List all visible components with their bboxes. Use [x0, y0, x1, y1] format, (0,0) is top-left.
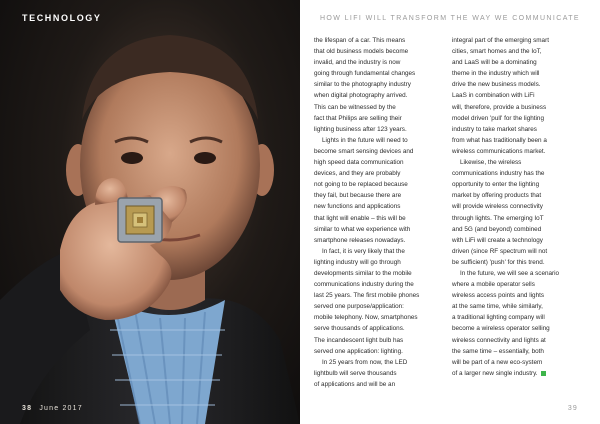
- article-line: when digital photography arrived.: [314, 92, 408, 100]
- article-line: wireless access points and lights: [452, 292, 545, 300]
- article-line: LaaS in combination with LiFi: [452, 92, 535, 100]
- article-line: the lifespan of a car. This means: [314, 37, 406, 44]
- article-line: they fail, but because there are: [314, 192, 402, 200]
- article-line: the same time – essentially, both: [452, 347, 544, 355]
- article-line: This can be witnessed by the: [314, 103, 396, 111]
- article-line: similar to the photography industry: [314, 81, 411, 89]
- article-line: communications industry has the: [452, 170, 545, 178]
- article-line: market by offering products that: [452, 192, 542, 200]
- article-line: In the future, we will see a scenario: [460, 269, 560, 277]
- article-line: In fact, it is very likely that the: [322, 247, 405, 255]
- article-line: theme in the industry which will: [452, 70, 540, 78]
- article-line: last 25 years. The first mobile phones: [314, 292, 420, 300]
- article-line: cities, smart homes and the IoT,: [452, 48, 542, 56]
- article-line: developments similar to the mobile: [314, 269, 412, 277]
- article-column-1: [314, 35, 440, 390]
- article-line: going through fundamental changes: [314, 70, 416, 78]
- article-line: wireless communications market.: [452, 147, 546, 155]
- article-line: driven (since RF spectrum will not: [452, 247, 548, 255]
- article-line: mobile telephony. Now, smartphones: [314, 314, 418, 322]
- article-line: will provide wireless connectivity: [452, 203, 543, 211]
- right-page-number: 39: [567, 405, 578, 412]
- article-line: new functions and applications: [314, 203, 401, 211]
- article-line: Likewise, the wireless: [460, 159, 522, 167]
- end-of-article-mark: [541, 371, 546, 376]
- article-line: lightbulb will serve thousands: [314, 369, 397, 377]
- article-line: a traditional lighting company will: [452, 314, 545, 322]
- article-line: be sufficient) 'push' for this trend.: [452, 258, 545, 266]
- article-line: with LiFi will create a technology: [452, 236, 543, 244]
- article-line: Lights in the future will need to: [322, 136, 408, 144]
- article-page: [300, 0, 600, 424]
- article-line: industry to take market shares: [452, 125, 537, 133]
- article-line: opportunity to enter the lighting: [452, 181, 540, 189]
- running-head: HOW LIFI WILL TRANSFORM THE WAY WE COMMUNICATE: [319, 15, 580, 22]
- article-line: integral part of the emerging smart: [452, 37, 549, 44]
- article-line: smartphone releases nowadays.: [314, 236, 406, 244]
- article-line: lighting industry will go through: [314, 258, 401, 266]
- article-column-2: [452, 35, 578, 379]
- article-line: that old business models become: [314, 48, 409, 56]
- article-line: from what has traditionally been a: [452, 136, 547, 144]
- article-line: wireless connectivity and lights at: [452, 336, 546, 344]
- article-line: devices, and they are probably: [314, 170, 401, 178]
- left-folio: [22, 405, 83, 412]
- article-line: drive the new business models.: [452, 81, 541, 89]
- article-line: not going to be replaced because: [314, 181, 408, 189]
- article-line: at the same time, while similarly,: [452, 303, 543, 311]
- article-line: and 5G (and beyond) combined: [452, 225, 542, 233]
- article-line: become smart sensing devices and: [314, 147, 414, 155]
- article-line: lighting business after 123 years.: [314, 125, 407, 133]
- article-line: In 25 years from now, the LED: [322, 358, 408, 366]
- issue-date: June 2017: [39, 405, 83, 412]
- article-line: model driven 'pull' for the lighting: [452, 114, 544, 122]
- article-line: that light will enable – this will be: [314, 214, 406, 222]
- article-line: high speed data communication: [314, 159, 404, 167]
- article-line: of a larger new single industry.: [452, 368, 578, 379]
- article-line: through lights. The emerging IoT: [452, 214, 544, 222]
- article-line: communications industry during the: [314, 281, 414, 289]
- article-line: similar to what we experience with: [314, 225, 411, 233]
- article-line: become a wireless operator selling: [452, 325, 550, 333]
- article-line: served one application: lighting.: [314, 347, 403, 355]
- article-line: where a mobile operator sells: [452, 281, 535, 289]
- article-line: serve thousands of applications.: [314, 325, 405, 333]
- article-line: will, therefore, provide a business: [452, 103, 547, 111]
- article-line: and LaaS will be a dominating: [452, 59, 537, 67]
- article-line: fact that Philips are selling their: [314, 114, 402, 122]
- article-line: invalid, and the industry is now: [314, 59, 401, 67]
- article-line: of applications and will be an: [314, 380, 396, 388]
- section-label: TECHNOLOGY: [22, 13, 102, 23]
- article-line: served one purpose/application:: [314, 303, 404, 311]
- article-line: The incandescent light bulb has: [314, 336, 404, 344]
- left-page-number: 38: [22, 405, 33, 412]
- article-line: will be part of a new eco-system: [452, 358, 543, 366]
